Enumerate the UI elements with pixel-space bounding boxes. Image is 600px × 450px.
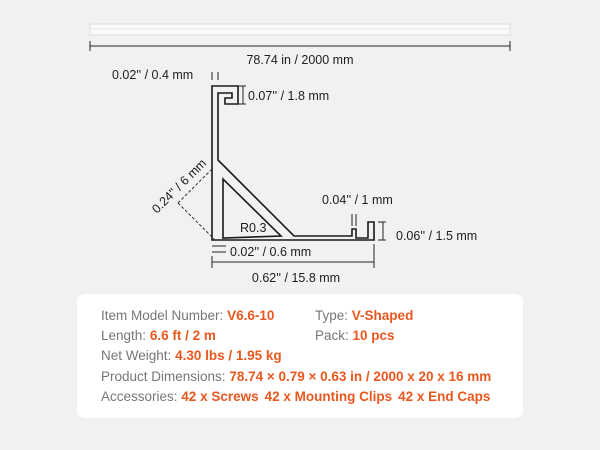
- spec-accessories-row: [101, 389, 490, 404]
- spec-accessories-label: Accessories:: [101, 389, 178, 404]
- spec-card: [77, 294, 523, 418]
- spec-model-row: [101, 308, 274, 323]
- right-clip-width-label: 0.04'' / 1 mm: [322, 193, 393, 207]
- accessory-item: 42 x End Caps: [398, 389, 491, 404]
- spec-type-row: [315, 308, 413, 323]
- length-dimension-line: [90, 41, 510, 51]
- spec-length-row: [101, 328, 216, 343]
- accessory-item: 42 x Screws: [181, 389, 259, 404]
- spec-length-value: 6.6 ft / 2 m: [149, 328, 216, 343]
- spec-model-value: V6.6-10: [227, 308, 275, 323]
- base-thickness-label: 0.02'' / 0.6 mm: [230, 245, 312, 259]
- spec-weight-label: Net Weight:: [101, 348, 172, 363]
- right-clip-height-dimension-line: [378, 222, 386, 240]
- spec-pack-value: 10 pcs: [352, 328, 395, 343]
- diagonal-label: 0.24'' / 6 mm: [149, 156, 210, 217]
- spec-model-label: Item Model Number:: [101, 308, 224, 323]
- spec-type-value: V-Shaped: [351, 308, 414, 323]
- length-dimension-label: 78.74 in / 2000 mm: [246, 53, 354, 67]
- clip-height-label: 0.07'' / 1.8 mm: [248, 89, 330, 103]
- spec-dimensions-label: Product Dimensions:: [101, 369, 226, 384]
- spec-dimensions-row: [101, 369, 491, 384]
- width-label: 0.62'' / 15.8 mm: [251, 271, 341, 285]
- profile-outline: [212, 86, 374, 240]
- wall-thickness-label: 0.02'' / 0.4 mm: [112, 68, 194, 82]
- spec-dimensions-value: 78.74 × 0.79 × 0.63 in / 2000 x 20 x 16 mm: [229, 369, 492, 384]
- right-clip-height-label: 0.06'' / 1.5 mm: [396, 229, 478, 243]
- spec-weight-value: 4.30 lbs / 1.95 kg: [175, 348, 282, 363]
- base-thickness-dimension-line: [212, 246, 226, 252]
- spec-length-label: Length:: [101, 328, 147, 343]
- radius-label: R0.3: [240, 221, 267, 235]
- spec-type-label: Type:: [315, 308, 349, 323]
- wall-thickness-dimension-line: [212, 72, 218, 80]
- spec-weight-row: [101, 348, 282, 363]
- clip-height-dimension-line: [238, 86, 246, 104]
- accessory-item: 42 x Mounting Clips: [264, 389, 393, 404]
- spec-pack-label: Pack:: [315, 328, 349, 343]
- spec-pack-row: [315, 328, 395, 343]
- right-clip-width-dimension-line: [352, 214, 356, 226]
